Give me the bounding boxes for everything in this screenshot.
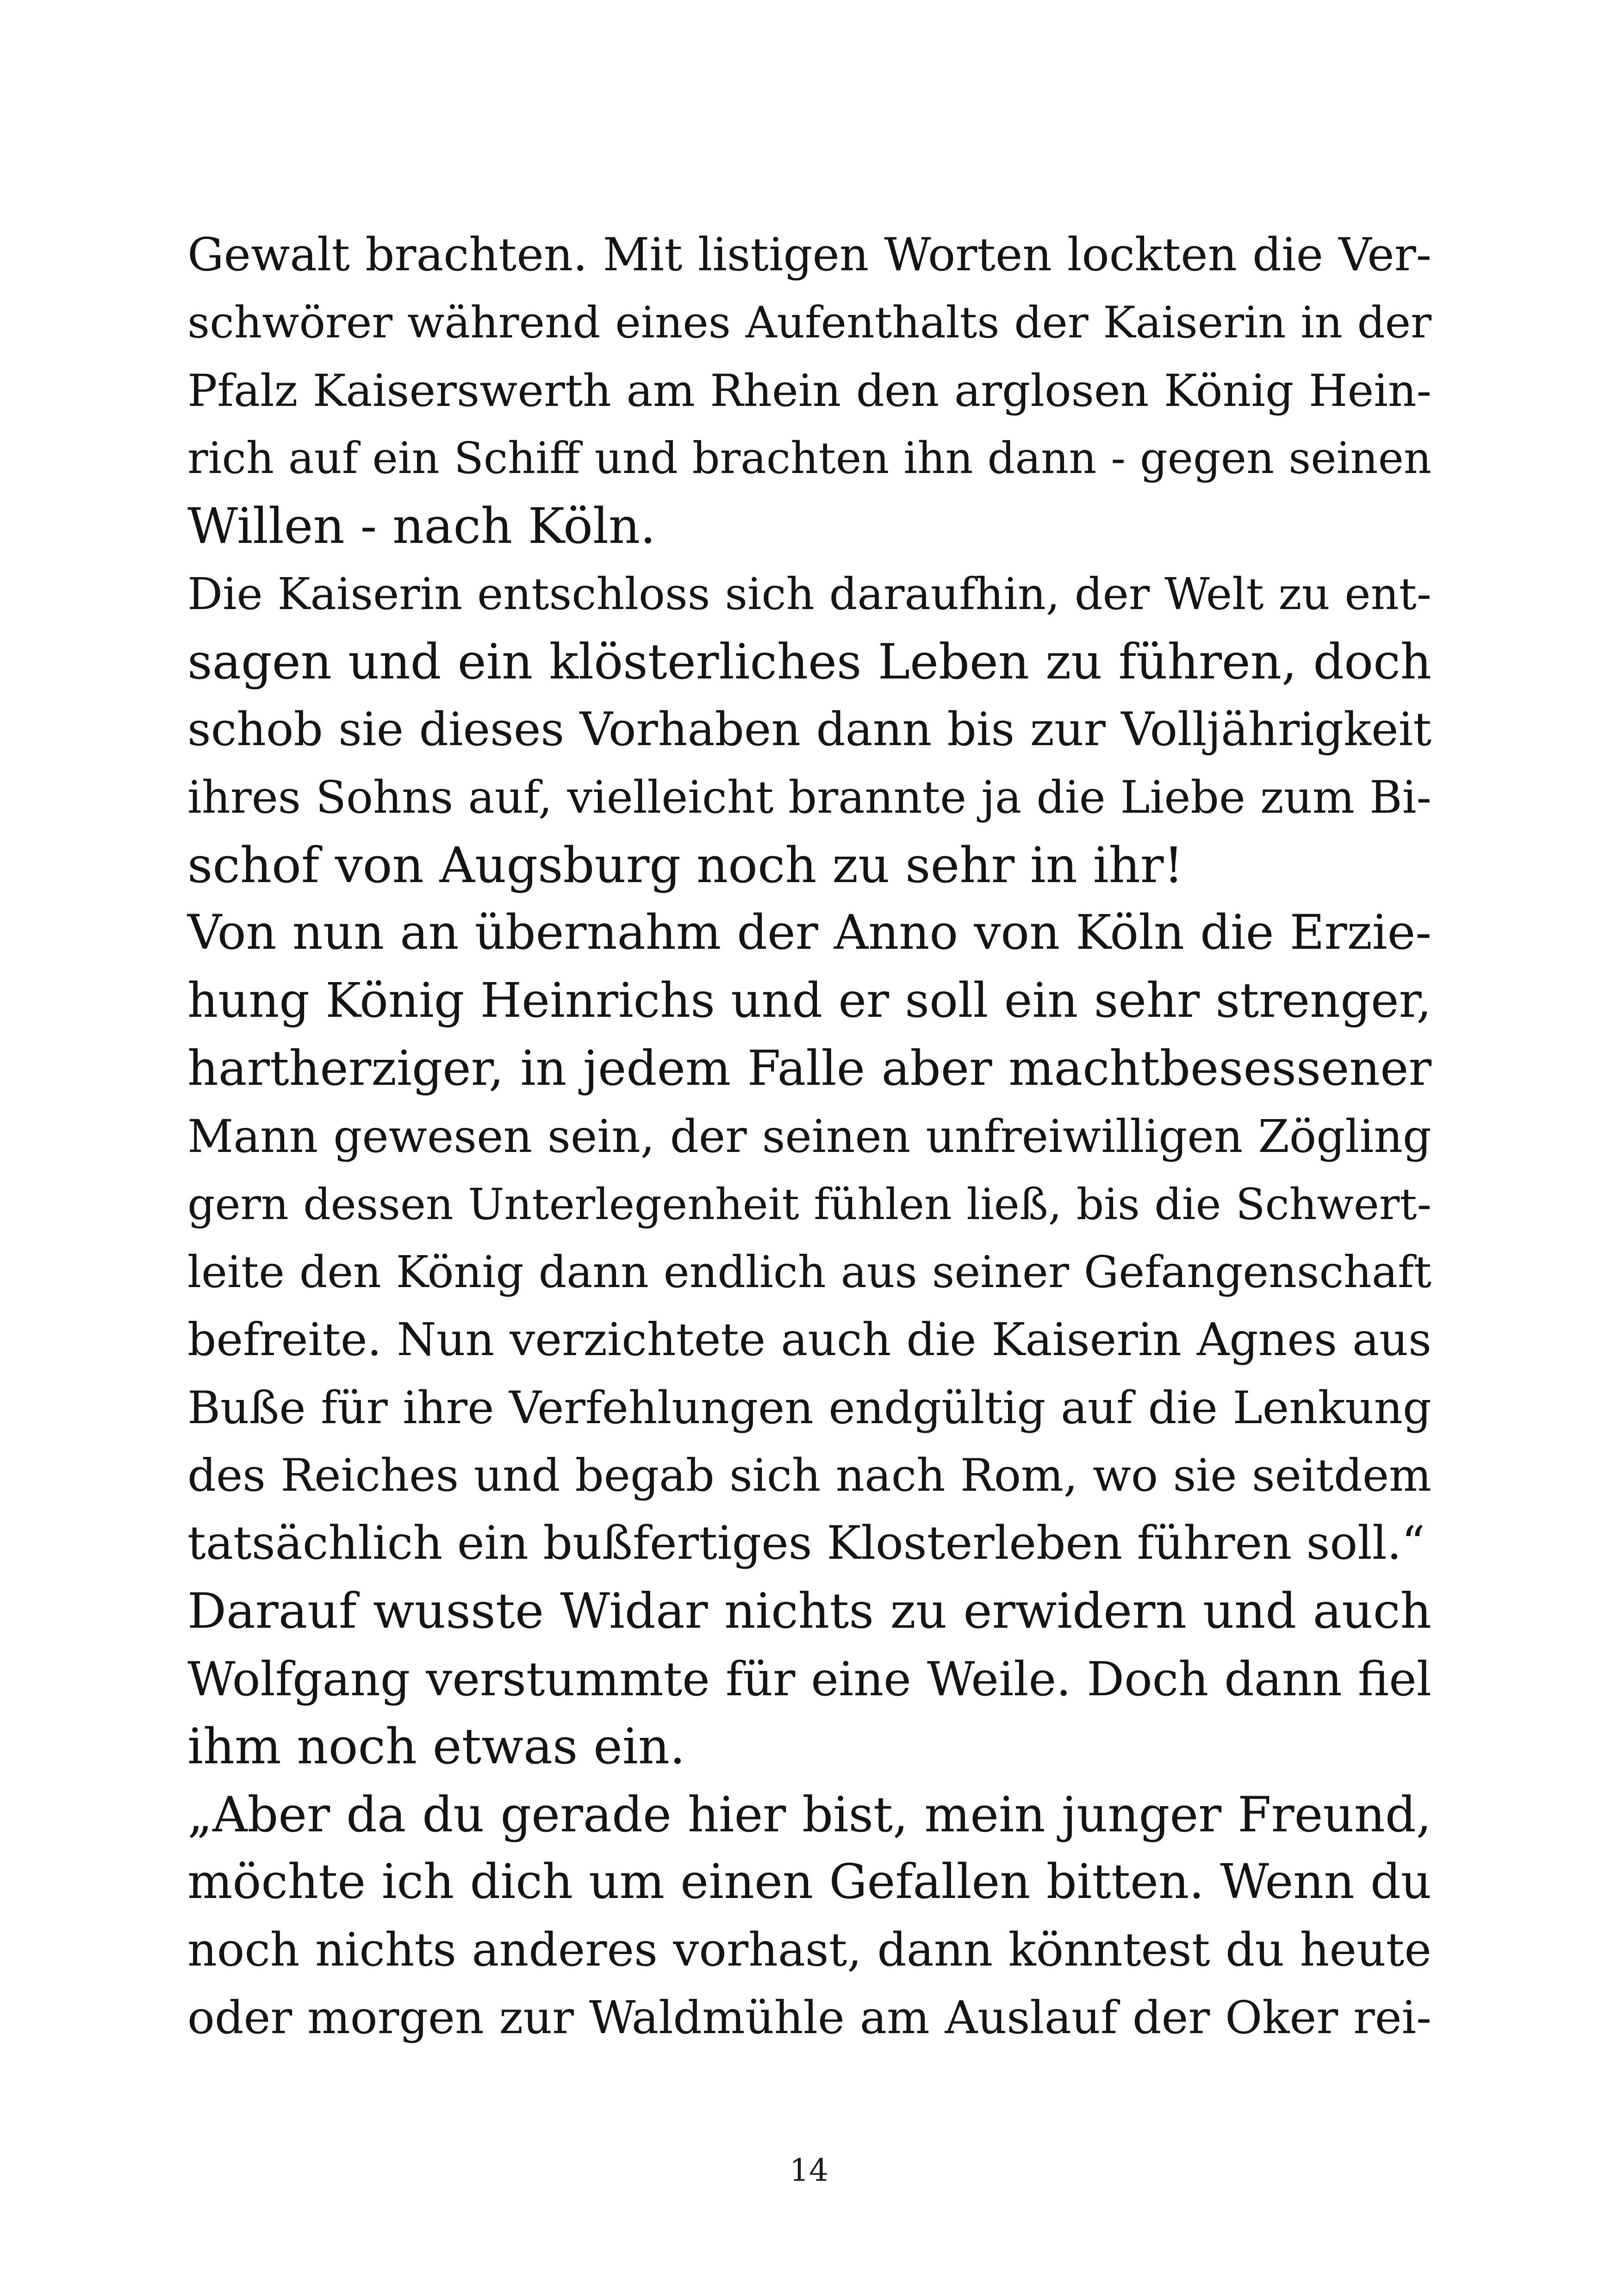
text-line: schob sie dieses Vorhaben dann bis zur Volljährigkeit xyxy=(187,703,1431,756)
paragraph-4 xyxy=(187,1577,1431,1781)
text-line: hung König Heinrichs und er soll ein sehr strenger, xyxy=(187,973,1431,1028)
text-line: sagen und ein klösterliches Leben zu führen, doch xyxy=(187,634,1431,690)
text-line: oder morgen zur Waldmühle am Auslauf der Oker rei- xyxy=(187,1991,1431,2044)
text-line: Von nun an übernahm der Anno von Köln die Erzie- xyxy=(187,905,1431,960)
text-line: hartherziger, in jedem Falle aber machtbesessener xyxy=(187,1041,1431,1096)
body-text xyxy=(187,221,1431,2052)
text-line: schof von Augsburg noch zu sehr in ihr! xyxy=(187,836,1184,894)
text-line: Pfalz Kaiserswerth am Rhein den arglosen König Hein- xyxy=(187,365,1431,417)
text-line: tatsächlich ein bußfertiges Klosterleben führen soll.“ xyxy=(187,1516,1425,1570)
text-line: Mann gewesen sein, der seinen unfreiwilligen Zögling xyxy=(187,1110,1431,1163)
paragraph-1 xyxy=(187,221,1431,560)
text-line: ihres Sohns auf, vielleicht brannte ja die Liebe zum Bi- xyxy=(187,772,1431,823)
text-line: ihm noch etwas ein. xyxy=(187,1718,685,1775)
text-line: Die Kaiserin entschloss sich daraufhin, der Welt zu ent- xyxy=(187,568,1431,620)
text-line: Buße für ihre Verfehlungen endgültig auf die Lenkung xyxy=(187,1381,1431,1434)
text-line: des Reiches und begab sich nach Rom, wo sie seitdem xyxy=(187,1449,1431,1501)
text-line: schwörer während eines Aufenthalts der Kaiserin in der xyxy=(187,297,1431,348)
text-line: „Aber da du gerade hier bist, mein junger Freund, xyxy=(187,1786,1431,1843)
paragraph-2 xyxy=(187,560,1431,900)
text-line: noch nichts anderes vorhast, dann könntest du heute xyxy=(187,1923,1431,1977)
text-line: gern dessen Unterlegenheit fühlen ließ, bis die Schwert- xyxy=(187,1179,1431,1229)
text-line: Darauf wusste Widar nichts zu erwidern und auch xyxy=(187,1583,1431,1639)
page-number: 14 xyxy=(790,2153,828,2188)
text-line: möchte ich dich um einen Gefallen bitten. Wenn du xyxy=(187,1854,1431,1910)
paragraph-3 xyxy=(187,899,1431,1577)
text-line: befreite. Nun verzichtete auch die Kaiserin Agnes aus xyxy=(187,1313,1431,1366)
text-line: Willen - nach Köln. xyxy=(187,498,656,554)
text-line: Wolfgang verstummte für eine Weile. Doch dann fiel xyxy=(187,1651,1431,1706)
text-line: rich auf ein Schiff und brachten ihn dann - gegen seinen xyxy=(187,433,1431,484)
text-line: leite den König dann endlich aus seiner Gefangenschaft xyxy=(187,1246,1431,1298)
paragraph-5 xyxy=(187,1781,1431,2052)
text-line: Gewalt brachten. Mit listigen Worten lockten die Ver- xyxy=(187,229,1431,281)
